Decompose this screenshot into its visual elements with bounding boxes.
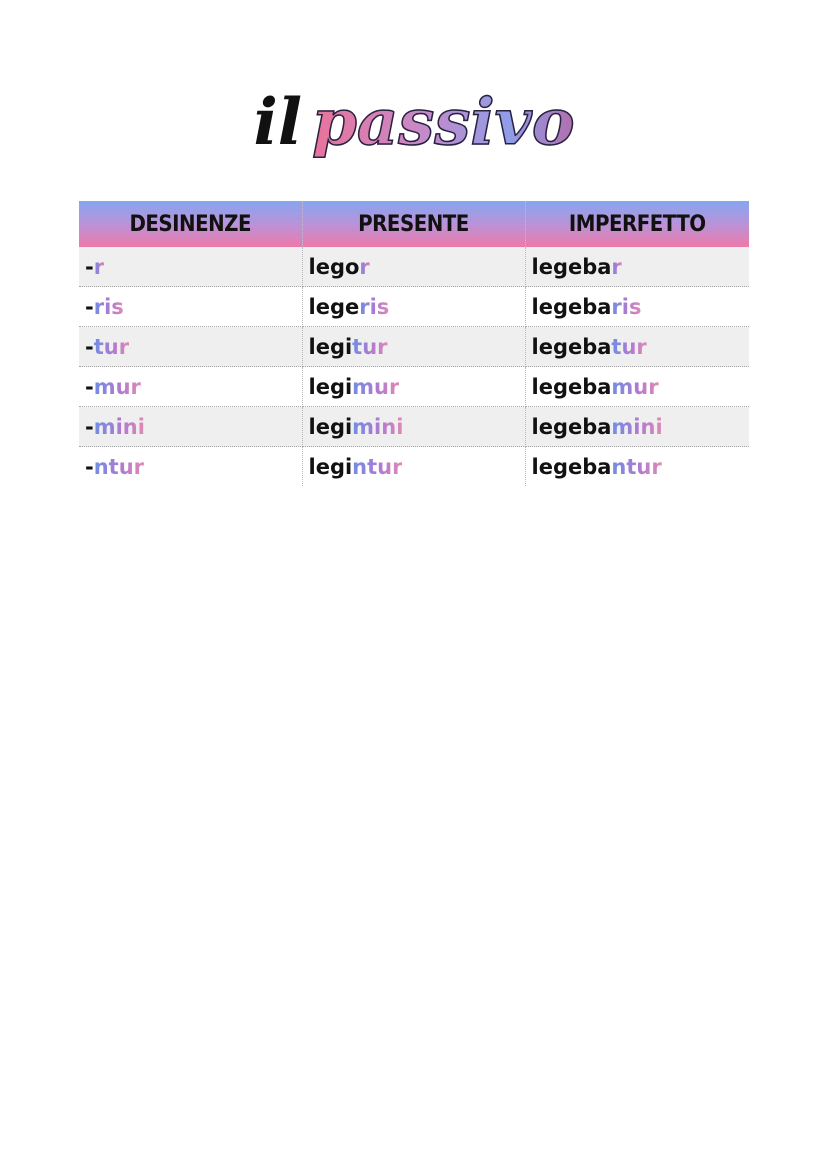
cell-ending: mur — [352, 374, 400, 399]
cell-stem: legeba — [531, 374, 612, 399]
table-row — [79, 447, 749, 487]
title-word-il: il — [253, 85, 303, 160]
cell-ending: tur — [352, 334, 388, 359]
cell-ending: ntur — [611, 454, 662, 479]
cell-stem: - — [85, 374, 94, 399]
cell-stem: lege — [308, 294, 360, 319]
cell-imperfetto — [525, 327, 749, 367]
title-word-passivo: passivo — [312, 85, 575, 160]
cell-presente — [302, 287, 525, 327]
table-row — [79, 327, 749, 367]
table-row — [79, 247, 749, 287]
cell-desinenza — [79, 407, 302, 447]
cell-imperfetto — [525, 447, 749, 487]
cell-desinenza — [79, 367, 302, 407]
cell-stem: legeba — [531, 414, 612, 439]
cell-presente — [302, 447, 525, 487]
cell-ending: tur — [93, 334, 130, 359]
cell-presente — [302, 327, 525, 367]
cell-presente — [302, 367, 525, 407]
cell-ending: ris — [359, 294, 390, 319]
header-desinenze: DESINENZE — [79, 201, 302, 247]
table-row — [79, 287, 749, 327]
cell-stem: - — [85, 294, 94, 319]
cell-stem: - — [85, 334, 94, 359]
cell-stem: legeba — [531, 294, 612, 319]
cell-stem: - — [85, 454, 94, 479]
cell-stem: legeba — [531, 454, 612, 479]
cell-stem: legi — [308, 414, 353, 439]
cell-ending: ris — [611, 294, 642, 319]
cell-stem: legi — [308, 374, 353, 399]
table-row — [79, 407, 749, 447]
cell-ending: mur — [611, 374, 659, 399]
cell-desinenza — [79, 247, 302, 287]
cell-presente — [302, 407, 525, 447]
cell-stem: - — [85, 414, 94, 439]
cell-stem: legeba — [531, 254, 612, 279]
cell-imperfetto — [525, 407, 749, 447]
cell-ending: mini — [93, 414, 145, 439]
cell-stem: legi — [308, 334, 353, 359]
cell-imperfetto — [525, 247, 749, 287]
cell-ending: r — [93, 254, 105, 279]
cell-desinenza — [79, 327, 302, 367]
cell-ending: tur — [611, 334, 647, 359]
cell-desinenza — [79, 287, 302, 327]
table-row — [79, 367, 749, 407]
cell-stem: legeba — [531, 334, 612, 359]
cell-ending: r — [611, 254, 622, 279]
cell-ending: mini — [611, 414, 663, 439]
page-title — [0, 78, 828, 168]
cell-imperfetto — [525, 287, 749, 327]
header-imperfetto: IMPERFETTO — [525, 201, 749, 247]
cell-ending: r — [359, 254, 370, 279]
cell-ending: ris — [93, 294, 124, 319]
cell-imperfetto — [525, 367, 749, 407]
table-header-row — [79, 201, 749, 247]
cell-stem: - — [85, 254, 94, 279]
cell-stem: legi — [308, 454, 353, 479]
cell-ending: mur — [93, 374, 141, 399]
cell-ending: ntur — [352, 454, 403, 479]
cell-presente — [302, 247, 525, 287]
cell-ending: ntur — [93, 454, 145, 479]
cell-ending: mini — [352, 414, 404, 439]
conjugation-table — [79, 201, 749, 486]
cell-desinenza — [79, 447, 302, 487]
cell-stem: lego — [308, 254, 360, 279]
header-presente: PRESENTE — [302, 201, 525, 247]
